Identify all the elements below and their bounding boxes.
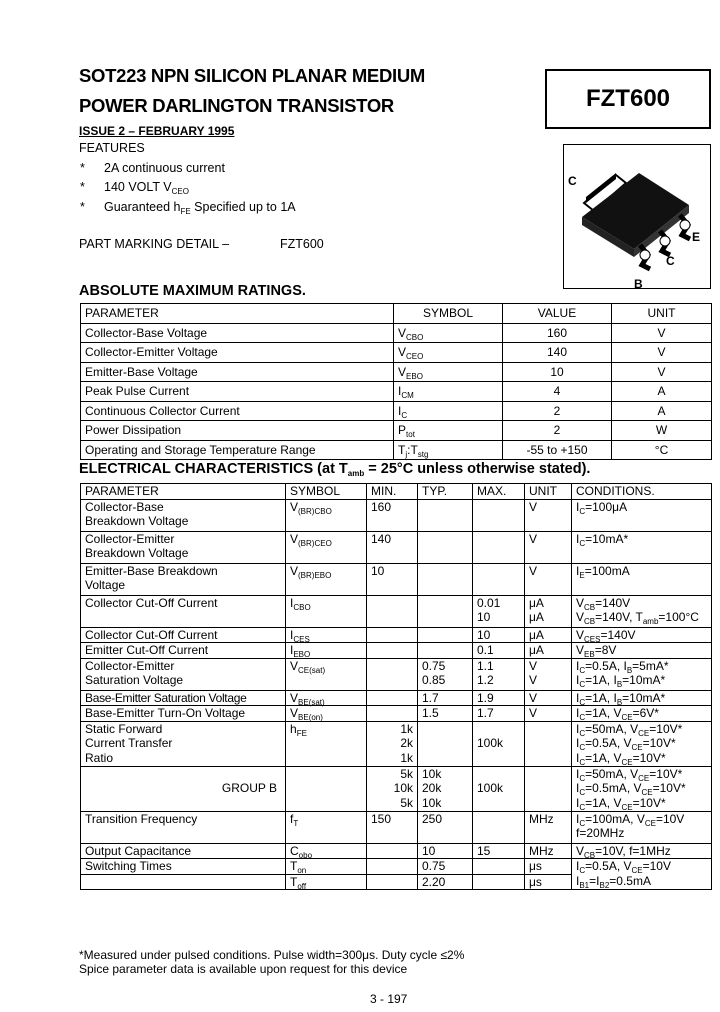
part-marking-label: PART MARKING DETAIL – [79, 237, 230, 251]
sot223-package-icon [564, 145, 710, 288]
issue-date: ISSUE 2 – FEBRUARY 1995 [79, 124, 235, 138]
table-row: Emitter-Base Voltage $V_{EBO}$ 10 V [81, 362, 712, 382]
title-line-1: SOT223 NPN SILICON PLANAR MEDIUM [79, 65, 426, 86]
feature-bullet: * [80, 161, 85, 175]
table-row: Peak Pulse Current $I_{CM}$ 4 A [81, 382, 712, 402]
table-row: Continuous Collector Current $I_C$ 2 A [81, 401, 712, 421]
table-row: Power Dissipation $P_{tot}$ 2 W [81, 421, 712, 441]
title-line-2: POWER DARLINGTON TRANSISTOR [79, 95, 394, 116]
col-header: PARAMETER [81, 304, 394, 324]
pin-label-c-tab: C [568, 174, 577, 188]
table-row: $T_{off}$ 2.20 μs [81, 874, 712, 890]
table-row: Collector-Emitter Saturation Voltage $V_{CE(sat)}$ 0.75 0.85 1.1 1.2 V V $I_C=0.5A$, $I_B=5mA*$ $I_C=1A$, $I_B=10mA*$ [81, 658, 712, 690]
col-header: VALUE [503, 304, 612, 324]
table-row: Collector Cut-Off Current $I_{CBO}$ 0.01 10 μA μA $V_{CB}=140V$ $V_{CB}=140V$, $T_{amb}=100^\circ C$ [81, 595, 712, 627]
feature-bullet: * [80, 180, 85, 194]
part-marking-value: FZT600 [280, 237, 324, 251]
table-row: Switching Times $T_{on}$ 0.75 μs $I_C=0.5A$, $V_{CE}=10V$ $I_{B1}=I_{B2}=0.5mA$ [81, 859, 712, 875]
table-row: Emitter Cut-Off Current $I_{EBO}$ 0.1 μA $V_{EB}=8V$ [81, 643, 712, 659]
table-row: Collector-Base Voltage $V_{CBO}$ 160 V [81, 323, 712, 343]
table-row: GROUP B 5k 10k 5k 10k 20k 10k 100k $I_C=50mA$, $V_{CE}=10V*$ $I_C=0.5mA$, $V_{CE}=10V*$ $I_C=1A$, $V_{CE}=10V*$ [81, 766, 712, 811]
pin-label-c: C [666, 254, 675, 268]
amr-heading: ABSOLUTE MAXIMUM RATINGS. [79, 283, 306, 299]
table-row: Collector-Base Breakdown Voltage $V_{(BR)CBO}$ 160 V $I_C=100\mu A$ [81, 499, 712, 531]
table-row: Operating and Storage Temperature Range $T_j:T_{stg}$ -55 to +150 °C [81, 440, 712, 460]
feature-item: Guaranteed $h_{FE}$ Specified up to 1A [104, 200, 296, 216]
col-header: UNIT [612, 304, 712, 324]
package-drawing [563, 144, 711, 289]
pin-label-e: E [692, 230, 701, 244]
page-number: 3 - 197 [370, 992, 408, 1006]
table-row: Transition Frequency $f_T$ 150 250 MHz $I_C=100mA$, $V_{CE}=10V$ f=20MHz [81, 811, 712, 843]
table-row: Collector-Emitter Voltage $V_{CEO}$ 140 V [81, 343, 712, 363]
feature-item: 140 VOLT $V_{CEO}$ [104, 180, 189, 196]
table-header-row [81, 304, 712, 324]
part-number: FZT600 [585, 85, 671, 112]
feature-bullet: * [80, 200, 85, 214]
table-row: Collector Cut-Off Current $I_{CES}$ 10 μA $V_{CES}=140V$ [81, 627, 712, 643]
footnote-pulsed: *Measured under pulsed conditions. Pulse width=300μs. Duty cycle ≤2% [79, 948, 465, 962]
pin-label-b: B [634, 277, 643, 288]
ec-table [80, 483, 712, 890]
amr-table [80, 303, 712, 460]
table-row: Static Forward Current Transfer Ratio $h_{FE}$ 1k 2k 1k 100k $I_C=50mA$, $V_{CE}=10V*$ $I_C=0.5A$, $V_{CE}=10V*$ $I_C=1A$, $V_{CE}=10V*$ [81, 721, 712, 766]
footnote-spice: Spice parameter data is available upon request for this device [79, 962, 408, 976]
part-number-box [545, 69, 711, 129]
col-header: SYMBOL [394, 304, 503, 324]
table-row: Output Capacitance $C_{obo}$ 10 15 MHz $V_{CB}=10V$, f=1MHz [81, 843, 712, 859]
table-header-row: PARAMETER SYMBOL MIN. TYP. MAX. UNIT CONDITIONS. [81, 484, 712, 500]
table-row: Base-Emitter Turn-On Voltage $V_{BE(on)}$ 1.5 1.7 V $I_C=1A$, $V_{CE}=6V*$ [81, 706, 712, 722]
table-row: Emitter-Base Breakdown Voltage $V_{(BR)EBO}$ 10 V $I_E=100mA$ [81, 563, 712, 595]
table-row: Collector-Emitter Breakdown Voltage $V_{(BR)CEO}$ 140 V $I_C=10mA*$ [81, 531, 712, 563]
table-row: Base-Emitter Saturation Voltage $V_{BE(sat)}$ 1.7 1.9 V $I_C=1A$, $I_B=10mA*$ [81, 690, 712, 706]
features-heading: FEATURES [79, 141, 145, 155]
feature-item: 2A continuous current [104, 161, 225, 175]
ec-heading: ELECTRICAL CHARACTERISTICS (at $T_{amb} = 25^\circ C$ unless otherwise stated). [79, 461, 591, 478]
